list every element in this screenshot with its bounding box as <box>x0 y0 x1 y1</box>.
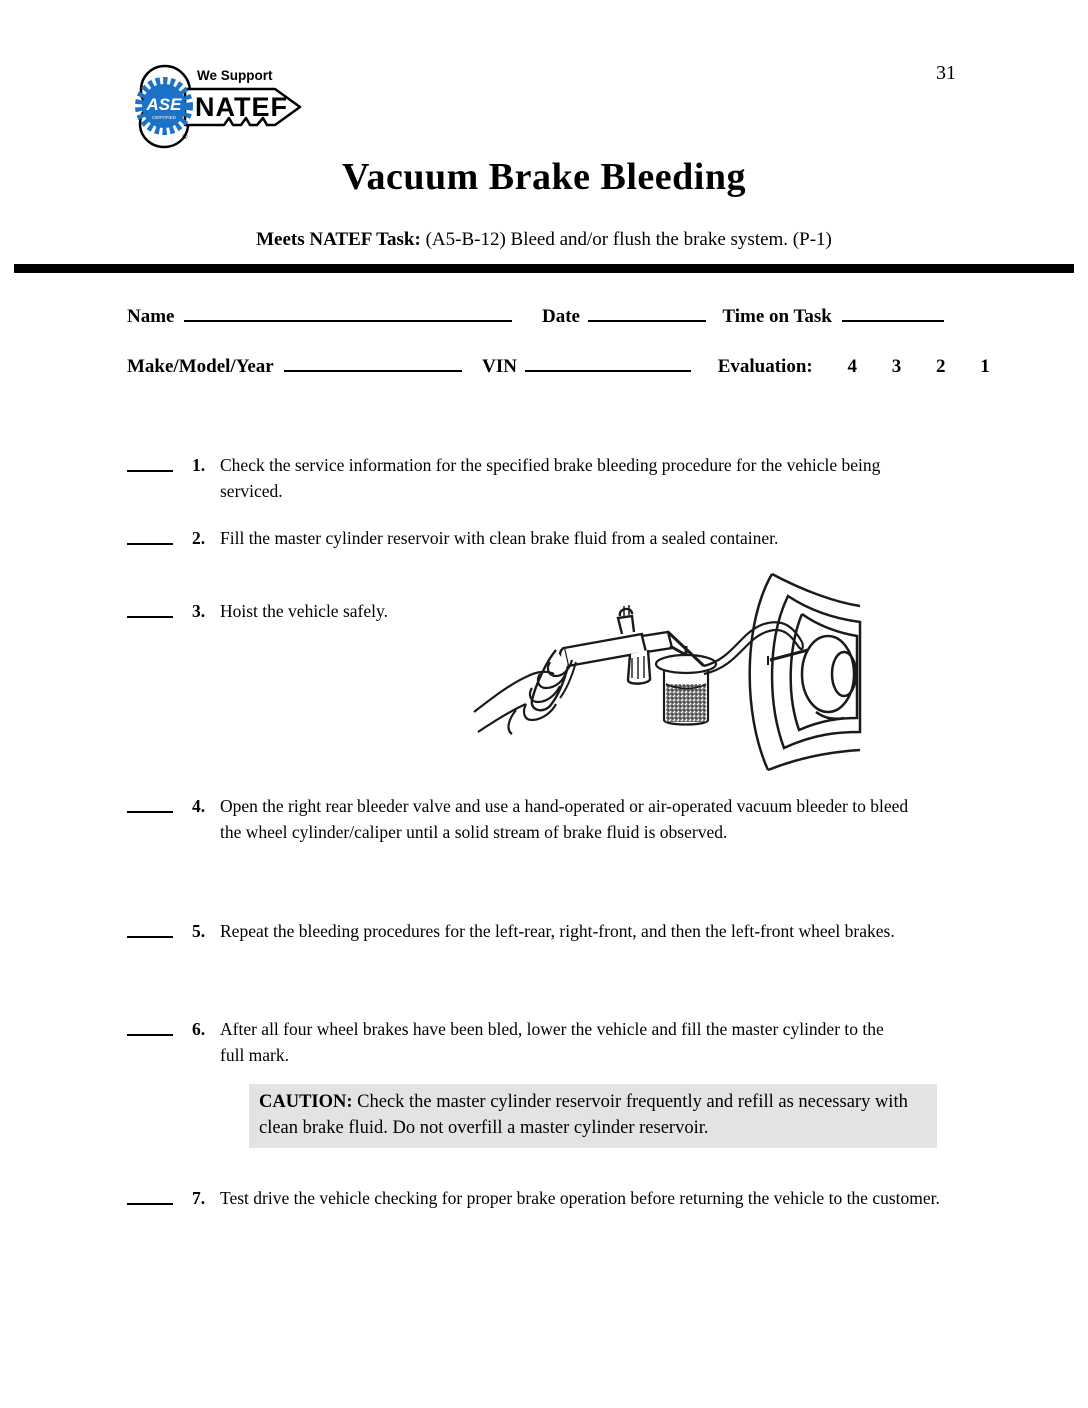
time-on-task-label: Time on Task <box>722 306 832 327</box>
caution-text: Check the master cylinder reservoir frequently and refill as necessary with clean brake fluid. Do not overfill a master cylinder reservoir. <box>259 1092 908 1138</box>
caution-box <box>249 1084 937 1148</box>
time-on-task-blank-field <box>842 303 944 322</box>
name-blank-field <box>184 303 512 322</box>
step-1-number: 1. <box>192 455 206 475</box>
natef-text: NATEF <box>195 92 288 122</box>
natef-ase-logo <box>133 56 308 156</box>
step-4-check-blank <box>127 793 173 813</box>
evaluation-value-2: 2 <box>935 356 946 377</box>
step-2-text: Fill the master cylinder reservoir with clean brake fluid from a sealed container. <box>220 528 779 548</box>
registered-mark: ® <box>182 134 188 141</box>
step-6-text: After all four wheel brakes have been bled, lower the vehicle and fill the master cylinder to the full mark. <box>220 1019 884 1065</box>
horizontal-rule <box>14 264 1074 273</box>
step-4 <box>127 793 910 845</box>
task-label: Meets NATEF Task: <box>256 229 421 250</box>
step-3-number: 3. <box>192 601 206 621</box>
natef-task-line <box>0 229 1088 251</box>
ase-text: ASE <box>146 95 182 114</box>
evaluation-label: Evaluation: <box>717 356 813 377</box>
step-3-text: Hoist the vehicle safely. <box>220 601 388 621</box>
step-2-check-blank <box>127 525 173 545</box>
caution-label: CAUTION: <box>259 1092 353 1112</box>
date-label: Date <box>541 306 580 327</box>
vacuum-bleeder-drawing-icon <box>472 562 862 777</box>
step-2-number: 2. <box>192 528 206 548</box>
natef-key-icon <box>133 56 308 156</box>
make-model-year-label: Make/Model/Year <box>127 356 274 377</box>
task-text: (A5-B-12) Bleed and/or flush the brake system. (P-1) <box>420 229 832 250</box>
step-5-text: Repeat the bleeding procedures for the left-rear, right-front, and then the left-front wheel brakes. <box>220 921 895 941</box>
step-5-number: 5. <box>192 921 206 941</box>
ase-certified-text: CERTIFIED <box>152 115 176 120</box>
step-7-text: Test drive the vehicle checking for proper brake operation before returning the vehicle to the customer. <box>220 1188 940 1208</box>
we-support-text: We Support <box>197 68 273 83</box>
step-1-text: Check the service information for the specified brake bleeding procedure for the vehicle being serviced. <box>220 455 881 501</box>
page-title: Vacuum Brake Bleeding <box>342 156 746 198</box>
step-7-number: 7. <box>192 1188 206 1208</box>
make-model-year-blank-field <box>284 353 462 372</box>
step-6-check-blank <box>127 1016 173 1036</box>
step-4-number: 4. <box>192 796 206 816</box>
evaluation-value-3: 3 <box>891 356 902 377</box>
step-5-check-blank <box>127 918 173 938</box>
name-label: Name <box>127 306 175 327</box>
step-6 <box>127 1016 910 1068</box>
vin-label: VIN <box>482 356 517 377</box>
page-number: 31 <box>936 62 956 84</box>
vin-blank-field <box>525 353 691 372</box>
step-3-check-blank <box>127 598 173 618</box>
date-blank-field <box>588 303 706 322</box>
step-2 <box>127 525 910 551</box>
step-7 <box>127 1185 960 1211</box>
step-1 <box>127 452 910 504</box>
form-row-vehicle-evaluation <box>127 353 990 378</box>
step-1-check-blank <box>127 452 173 472</box>
evaluation-value-1: 1 <box>980 356 990 377</box>
evaluation-value-4: 4 <box>847 356 857 377</box>
step-6-number: 6. <box>192 1019 206 1039</box>
step-7-check-blank <box>127 1185 173 1205</box>
step-5 <box>127 918 910 944</box>
vacuum-bleeder-illustration <box>472 562 862 777</box>
step-4-text: Open the right rear bleeder valve and use a hand-operated or air-operated vacuum bleeder to bleed the wheel cylinder/caliper until a solid stream of brake fluid is observed. <box>220 796 909 842</box>
form-row-name-date-time <box>127 303 944 328</box>
